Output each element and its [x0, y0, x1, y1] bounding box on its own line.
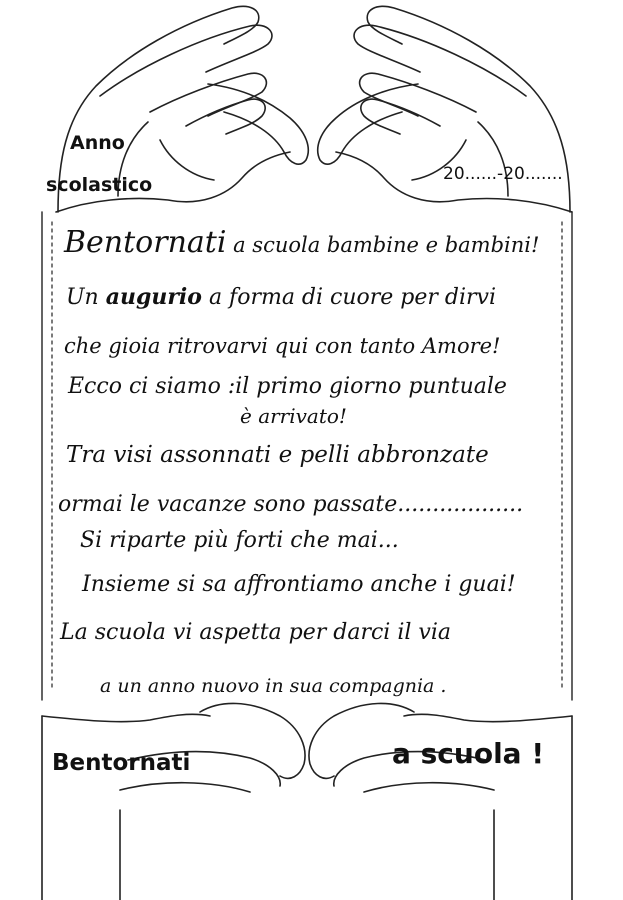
- poem-line-1: [64, 225, 540, 260]
- poem-line-7: ormai le vacanze sono passate..................: [58, 492, 524, 517]
- poem-line-2-bold: augurio: [105, 284, 202, 310]
- poem-line-1-rest: a scuola bambine e bambini!: [226, 233, 540, 257]
- poem-line-2-lead: Un: [66, 285, 106, 310]
- poem-line-2-rest: a forma di cuore per dirvi: [201, 285, 497, 310]
- poem-line-9: Insieme si sa affrontiamo anche i guai!: [82, 572, 516, 597]
- footer-a-scuola: a scuola !: [392, 737, 545, 770]
- poem-line-2: [66, 286, 496, 309]
- poem-line-10: La scuola vi aspetta per darci il via: [60, 620, 451, 645]
- hands-heart-bottom-icon: [309, 703, 572, 900]
- scolastico-label: scolastico: [46, 174, 153, 196]
- school-year-field: 20......-20.......: [443, 164, 563, 184]
- poem-line-5: è arrivato!: [240, 404, 347, 428]
- hands-heart-bottom-icon: [42, 703, 305, 900]
- poem-line-6: Tra visi assonnati e pelli abbronzate: [66, 442, 489, 468]
- poem-line-11: a un anno nuovo in sua compagnia .: [100, 675, 447, 697]
- poem-line-3: che gioia ritrovarvi qui con tanto Amore!: [64, 334, 501, 358]
- footer-bentornati: Bentornati: [52, 750, 191, 776]
- poem-line-4: Ecco ci siamo :il primo giorno puntuale: [68, 374, 507, 399]
- poem-line-1-lead: Bentornati: [64, 225, 227, 260]
- anno-label: Anno: [70, 132, 125, 154]
- poem-line-8: Si riparte più forti che mai...: [80, 528, 399, 553]
